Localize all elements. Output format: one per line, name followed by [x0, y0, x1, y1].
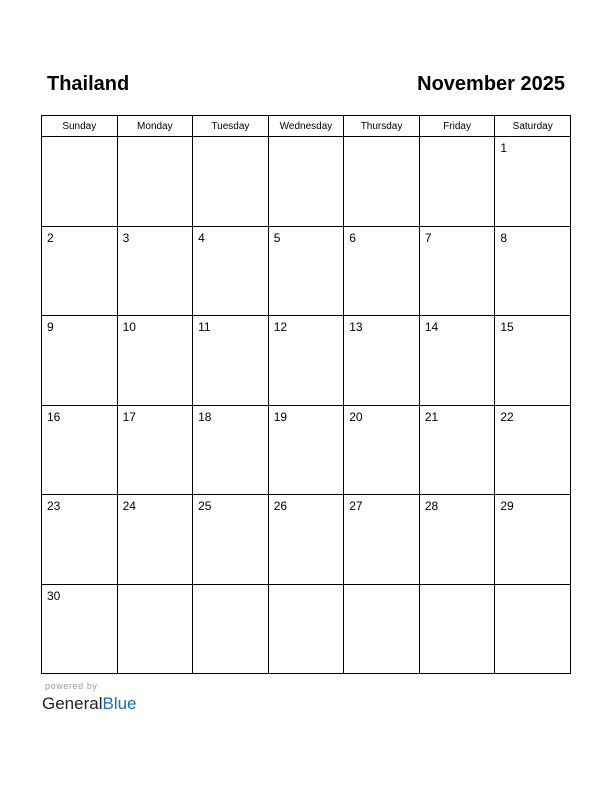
day-number: 16 [47, 409, 61, 424]
logo-general-text: General [42, 694, 103, 713]
day-number [193, 137, 268, 141]
day-cell [344, 495, 420, 585]
day-cell [42, 226, 118, 316]
day-cell [268, 316, 344, 406]
day-cell [42, 584, 118, 674]
day-number [118, 137, 193, 141]
day-cell [268, 584, 344, 674]
day-cell [419, 405, 495, 495]
weekday-monday: Monday [117, 116, 193, 137]
day-number: 14 [424, 320, 439, 334]
day-number: 5 [273, 230, 281, 245]
weekday-header-row [42, 116, 571, 137]
week-row [42, 226, 571, 316]
day-cell [344, 584, 420, 674]
day-number: 29 [500, 499, 514, 513]
week-row [42, 137, 571, 227]
day-cell [42, 316, 118, 406]
week-row [42, 584, 571, 674]
day-number: 7 [424, 230, 432, 245]
day-number: 23 [47, 499, 61, 513]
day-cell [268, 405, 344, 495]
day-number [420, 137, 495, 141]
day-number [269, 585, 344, 589]
day-number: 24 [122, 499, 136, 513]
day-number: 22 [500, 409, 514, 424]
day-number [269, 137, 344, 141]
day-cell [268, 495, 344, 585]
day-cell [42, 495, 118, 585]
day-cell [344, 316, 420, 406]
day-number: 30 [47, 588, 61, 603]
week-row [42, 495, 571, 585]
day-cell [117, 316, 193, 406]
day-cell [495, 495, 571, 585]
day-cell [117, 137, 193, 227]
day-cell [419, 495, 495, 585]
day-number: 6 [349, 230, 356, 245]
day-number: 20 [349, 409, 363, 424]
day-cell [117, 495, 193, 585]
day-number: 15 [500, 320, 514, 334]
weekday-thursday: Thursday [344, 116, 420, 137]
day-number [495, 585, 570, 589]
day-number: 21 [424, 409, 439, 424]
day-cell [268, 226, 344, 316]
day-number: 3 [122, 230, 130, 245]
day-cell [495, 137, 571, 227]
day-number: 19 [273, 409, 288, 424]
day-cell [419, 584, 495, 674]
day-number [420, 585, 495, 589]
day-number: 13 [349, 320, 363, 334]
day-number: 1 [500, 141, 508, 155]
day-number [118, 585, 193, 589]
weekday-sunday: Sunday [42, 116, 118, 137]
weekday-wednesday: Wednesday [268, 116, 344, 137]
day-cell [193, 226, 269, 316]
day-number [193, 585, 268, 589]
footer-branding [42, 681, 137, 714]
weekday-tuesday: Tuesday [193, 116, 269, 137]
day-cell [42, 405, 118, 495]
day-number: 26 [273, 499, 288, 513]
day-cell [193, 405, 269, 495]
day-number: 25 [198, 499, 212, 513]
country-title: Thailand [47, 73, 130, 95]
day-number: 9 [47, 320, 54, 334]
day-cell [344, 405, 420, 495]
week-row [42, 405, 571, 495]
day-number: 27 [349, 499, 363, 513]
month-title: November 2025 [417, 73, 565, 95]
day-cell [495, 226, 571, 316]
day-number [344, 585, 419, 589]
day-cell [117, 226, 193, 316]
day-cell [419, 316, 495, 406]
day-cell [193, 495, 269, 585]
logo-blue-text: Blue [102, 694, 137, 713]
day-cell [419, 226, 495, 316]
day-cell [193, 137, 269, 227]
day-cell [344, 226, 420, 316]
day-cell [117, 584, 193, 674]
day-cell [193, 316, 269, 406]
day-cell [344, 137, 420, 227]
day-cell [117, 405, 193, 495]
day-number: 28 [424, 499, 439, 513]
day-cell [495, 584, 571, 674]
day-cell [42, 137, 118, 227]
week-row [42, 316, 571, 406]
day-number: 4 [198, 230, 205, 245]
day-number: 17 [122, 409, 136, 424]
day-cell [495, 405, 571, 495]
weekday-friday: Friday [419, 116, 495, 137]
day-cell [495, 316, 571, 406]
day-cell [193, 584, 269, 674]
generalblue-logo[interactable] [42, 694, 137, 714]
day-cell [419, 137, 495, 227]
calendar-grid [41, 115, 571, 674]
day-number [42, 137, 117, 141]
weekday-saturday: Saturday [495, 116, 571, 137]
day-cell [268, 137, 344, 227]
powered-by-text: powered by [45, 681, 98, 691]
day-number [344, 137, 419, 141]
day-number: 2 [47, 230, 54, 245]
day-number: 12 [273, 320, 288, 334]
day-number: 8 [500, 230, 508, 245]
day-number: 18 [198, 409, 212, 424]
day-number: 11 [198, 320, 211, 334]
day-number: 10 [122, 320, 136, 334]
